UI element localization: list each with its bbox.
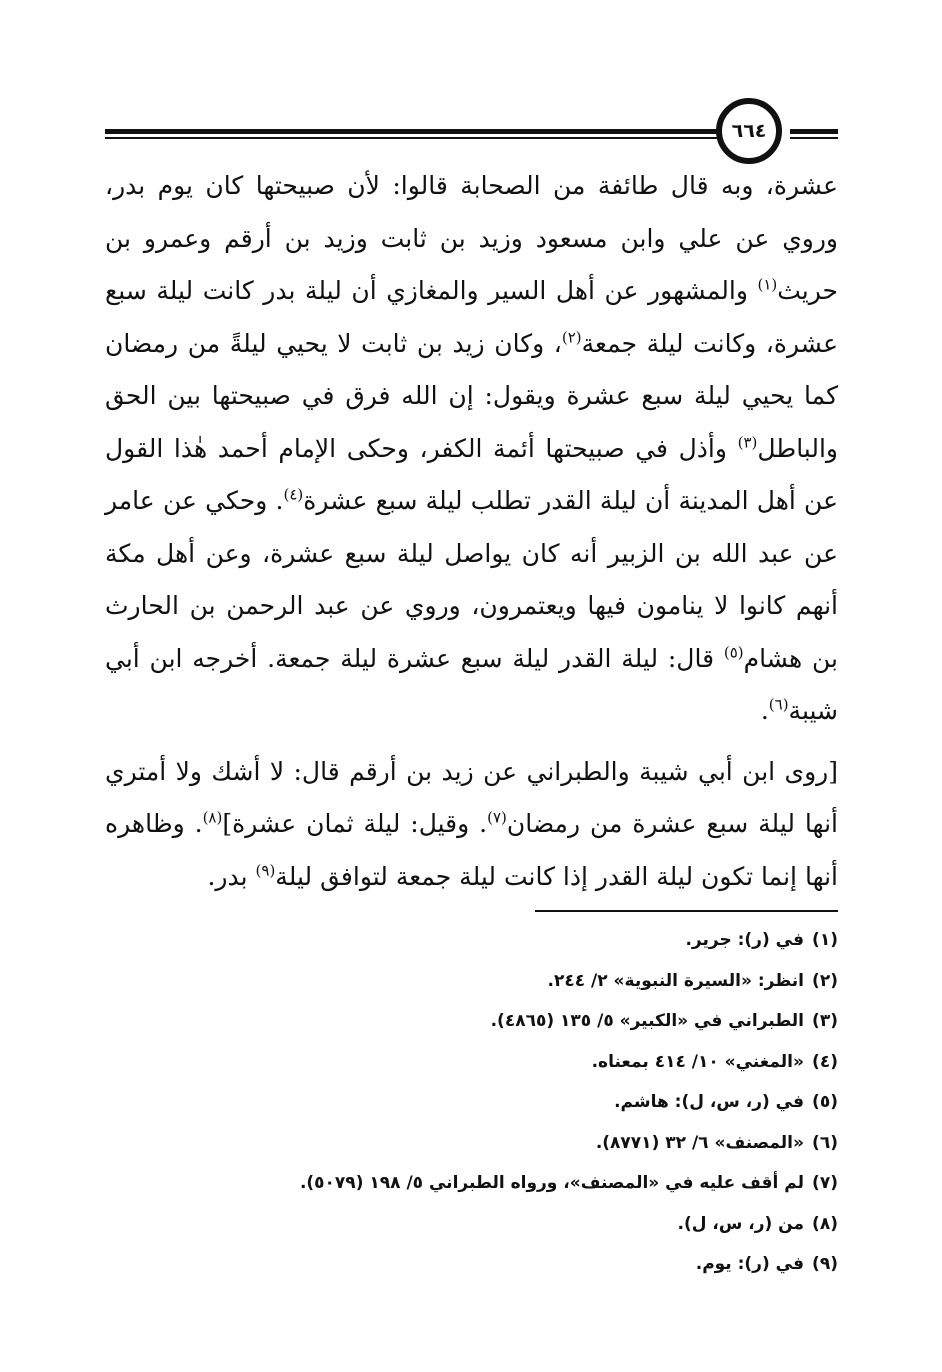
- text-segment: والمشهور عن أهل السير والمغازي أن ليلة بدر كانت ليلة سبع عشرة، وكانت ليلة جمعة: [105, 276, 838, 358]
- footnote-ref-9[interactable]: (٩): [255, 861, 276, 880]
- footnote-item: [180, 1001, 838, 1042]
- text-segment: .: [760, 696, 769, 725]
- footnote-item: [180, 961, 838, 1002]
- footnote-number: (١): [812, 930, 838, 950]
- footnote-text: في (ر، س، ل): هاشم.: [614, 1092, 804, 1112]
- text-segment: [روى ابن أبي شيبة والطبراني عن زيد بن أرقم قال: لا أشك ولا أمتري أنها ليلة سبع عشرة من رمضان: [105, 756, 838, 838]
- footnote-number: (٧): [812, 1173, 838, 1193]
- header-rule-thick: [105, 129, 725, 134]
- footnote-number: (٨): [812, 1213, 838, 1234]
- footnote-number: (٩): [812, 1254, 838, 1274]
- footnote-ref-2[interactable]: (٢): [561, 328, 582, 347]
- header-rule-right-thick: [790, 129, 838, 134]
- paragraph-1: [105, 160, 838, 738]
- footnote-number: (٢): [812, 970, 838, 991]
- footnote-text: في (ر): جرير.: [685, 930, 804, 950]
- footnote-item: [180, 1163, 838, 1204]
- header-rule-thin: [105, 137, 725, 139]
- text-segment: قال: ليلة القدر ليلة سبع عشرة ليلة جمعة. أخرجه ابن أبي شيبة: [105, 643, 838, 725]
- paragraph-2: [105, 746, 838, 904]
- footnote-number: (٣): [812, 1011, 838, 1031]
- footnote-number: (٥): [812, 1092, 838, 1112]
- footnote-text: الطبراني في «الكبير» ٥/ ١٣٥ (٤٨٦٥).: [490, 1011, 804, 1031]
- footnote-number: (٦): [812, 1132, 838, 1153]
- footnote-item: [180, 1123, 838, 1164]
- text-segment: . وقيل: ليلة ثمان عشرة]: [222, 809, 488, 838]
- footnote-text: من (ر، س، ل).: [677, 1213, 804, 1234]
- footnote-ref-8[interactable]: (٨): [202, 808, 223, 827]
- page-number-badge: [716, 98, 782, 164]
- footnote-ref-7[interactable]: (٧): [487, 808, 507, 827]
- footnote-ref-1[interactable]: (١): [757, 275, 778, 294]
- footnote-separator: [535, 910, 838, 912]
- footnote-text: «المغني» ١٠/ ٤١٤ بمعناه.: [591, 1051, 804, 1072]
- text-segment: وأذل في صبيحتها أئمة الكفر، وحكى الإمام أحمد هٰذا القول عن أهل المدينة أن ليلة القدر تطلب ليلة سبع عشرة: [105, 433, 838, 515]
- footnote-item: [180, 1204, 838, 1245]
- page-header: [0, 0, 942, 170]
- footnote-item: [180, 1082, 838, 1123]
- footnote-item: [180, 1244, 838, 1285]
- footnote-ref-6[interactable]: (٦): [768, 695, 789, 714]
- text-segment: ، وكان زيد بن ثابت لا يحيي ليلةً من رمضان كما يحيي ليلة سبع عشرة ويقول: إن الله فرق في صبيحتها بين الحق والباطل: [105, 328, 838, 463]
- footnote-ref-4[interactable]: (٤): [283, 485, 304, 504]
- text-segment: . وحكي عن عامر عن عبد الله بن الزبير أنه كان يواصل ليلة سبع عشرة، وعن أهل مكة أنهم كانوا لا ينامون فيها ويعتمرون، وروي عن عبد الرحمن بن الحارث بن هشام: [105, 486, 839, 673]
- footnote-text: في (ر): يوم.: [695, 1254, 804, 1274]
- footnote-text: انظر: «السيرة النبوية» ٢/ ٢٤٤.: [547, 970, 804, 991]
- text-segment: . وظاهره أنها إنما تكون ليلة القدر إذا كانت ليلة جمعة لتوافق ليلة: [105, 809, 838, 891]
- text-segment: عشرة، وبه قال طائفة من الصحابة قالوا: لأن صبيحتها كان يوم بدر، وروي عن علي وابن مسعود وزيد بن ثابت وزيد بن أرقم وعمرو بن حريث: [105, 171, 838, 305]
- footnote-number: (٤): [812, 1051, 838, 1072]
- footnote-text: لم أقف عليه في «المصنف»، ورواه الطبراني ٥/ ١٩٨ (٥٠٧٩).: [299, 1173, 804, 1193]
- footnote-text: «المصنف» ٦/ ٣٢ (٨٧٧١).: [595, 1132, 804, 1153]
- page-number: ٦٦٤: [731, 120, 767, 142]
- text-segment: بدر.: [207, 861, 256, 891]
- footnote-item: [180, 1042, 838, 1083]
- main-text: [105, 160, 838, 903]
- header-rule-right-thin: [790, 137, 838, 139]
- footnotes: [180, 920, 838, 1285]
- footnote-item: [180, 920, 838, 961]
- footnote-ref-5[interactable]: (٥): [723, 643, 744, 662]
- footnote-ref-3[interactable]: (٣): [737, 433, 758, 452]
